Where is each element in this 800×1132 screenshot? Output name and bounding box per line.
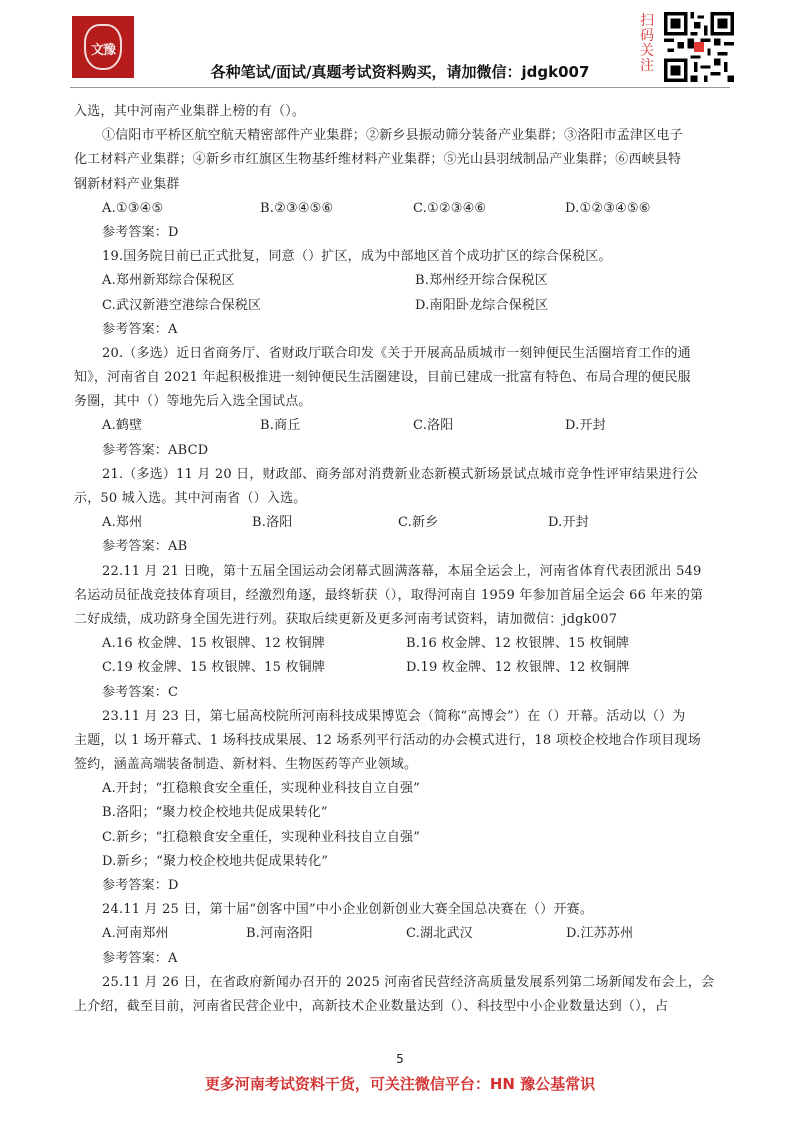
answer: 参考答案：A [102,950,178,966]
text-line: 知》，河南省自 2021 年起积极推进一刻钟便民生活圈建设，目前已建成一批富有特色、布局合理的便民服 [74,370,691,386]
option-a: A.河南郑州 [102,926,169,942]
footer-promo: 更多河南考试资料干货，可关注微信平台：HN 豫公基常识 [204,1075,596,1093]
text-line: 二好成绩，成功跻身全国先进行列。获取后续更新及更多河南考试资料，请加微信：jdgk007 [74,611,618,627]
answer: 参考答案：AB [102,539,188,555]
qr-label: 扫码关注 [640,13,654,74]
option-d: D.①②③④⑤⑥ [565,200,651,216]
question-24: 24.11 月 25 日，第十届“创客中国”中小企业创新创业大赛全国总决赛在（）开赛。 [102,902,594,918]
q19-options-row2 [74,294,730,318]
logo-text: 文豫 [90,43,115,58]
option-c: C.洛阳 [413,418,454,434]
text-line: 化工材料产业集群；④新乡市红旗区生物基纤维材料产业集群；⑤光山县羽绒制品产业集群；⑥西峡县特 [74,152,682,168]
q19-options-row1 [74,269,730,293]
document-body [74,100,730,1019]
option-d: D.江苏苏州 [566,926,634,942]
text-line: ①信阳市平桥区航空航天精密部件产业集群；②新乡县振动筛分装备产业集群；③洛阳市孟津区电子 [102,128,683,144]
text-line: 务圈，其中（）等地先后入选全国试点。 [74,394,312,410]
q20-options [74,414,730,438]
text-line: 上介绍，截至目前，河南省民营企业中，高新技术企业数量达到（）、科技型中小企业数量达到（），占 [74,998,669,1014]
option-a: A.郑州新郑综合保税区 [102,273,235,289]
page-header-title: 各种笔试/面试/真题考试资料购买，请加微信：jdgk007 [210,63,590,81]
option-a: A.鹤壁 [102,418,143,434]
q24-options [74,922,730,946]
option-c: C.19 枚金牌、15 枚银牌、15 枚铜牌 [102,660,326,676]
text-line: 示，50 城入选。其中河南省（）入选。 [74,491,307,506]
answer: 参考答案：D [102,224,179,240]
q21-options [74,511,730,535]
question-25: 25.11 月 26 日，在省政府新闻办召开的 2025 河南省民营经济高质量发展系列第二场新闻发布会上，会 [102,974,715,990]
text-line: 钢新材料产业集群 [74,176,180,192]
option-c: C.①②③④⑥ [413,200,487,216]
option-a: A.开封；“扛稳粮食安全重任，实现种业科技自立自强” [102,781,421,797]
option-a: A.郑州 [102,515,143,531]
option-b: B.洛阳；“聚力校企校地共促成果转化” [102,805,328,821]
option-d: D.新乡；“聚力校企校地共促成果转化” [102,853,329,869]
answer: 参考答案：A [102,321,178,337]
option-b: B.洛阳 [252,515,293,531]
text-line: 入选，其中河南产业集群上榜的有（）。 [74,104,306,119]
text-line: 名运动员征战竞技体育项目，经激烈角逐，最终斩获（），取得河南自 1959 年参加首届全运会 66 年来的第 [74,587,704,603]
option-a: A.16 枚金牌、15 枚银牌、12 枚铜牌 [102,636,325,652]
option-a: A.①③④⑤ [102,200,164,216]
text-line: 签约，涵盖高端装备制造、新材料、生物医药等产业领域。 [74,757,418,773]
question-23: 23.11 月 23 日，第七届高校院所河南科技成果博览会（简称“高博会”）在（）开幕。活动以（）为 [102,708,686,724]
text-line: 主题，以 1 场开幕式、1 场科技成果展、12 场系列平行活动的办会模式进行，18 项校企校地合作项目现场 [74,732,701,748]
option-b: B.②③④⑤⑥ [260,200,334,216]
q22-options-row1 [74,632,730,656]
option-b: B.商丘 [260,418,301,434]
q18-options [74,197,730,221]
page-number: 5 [396,1052,404,1066]
option-d: D.南阳卧龙综合保税区 [415,297,549,313]
question-19: 19.国务院日前已正式批复，同意（）扩区，成为中部地区首个成功扩区的综合保税区。 [102,249,612,265]
option-d: D.开封 [548,515,589,531]
option-c: C.新乡 [398,515,439,531]
header-divider [70,87,730,88]
question-20: 20.（多选）近日省商务厅、省财政厅联合印发《关于开展高品质城市一刻钟便民生活圈培育工作的通 [102,345,691,361]
question-22: 22.11 月 21 日晚，第十五届全国运动会闭幕式圆满落幕，本届全运会上，河南省体育代表团派出 549 [102,563,702,579]
option-d: D.开封 [565,418,606,434]
answer: 参考答案：ABCD [102,442,209,458]
option-b: B.16 枚金牌、12 枚银牌、15 枚铜牌 [406,636,630,652]
option-c: C.武汉新港空港综合保税区 [102,297,262,313]
option-c: C.湖北武汉 [406,926,473,942]
question-21: 21.（多选）11 月 20 日，财政部、商务部对消费新业态新模式新场景试点城市竞争性评审结果进行公 [102,466,699,482]
option-b: B.河南洛阳 [246,926,313,942]
option-d: D.19 枚金牌、12 枚银牌、12 枚铜牌 [406,660,630,676]
q22-options-row2 [74,656,730,680]
option-b: B.郑州经开综合保税区 [415,273,548,289]
option-c: C.新乡；“扛稳粮食安全重任，实现种业科技自立自强” [102,829,421,845]
answer: 参考答案：C [102,684,179,700]
answer: 参考答案：D [102,878,179,893]
